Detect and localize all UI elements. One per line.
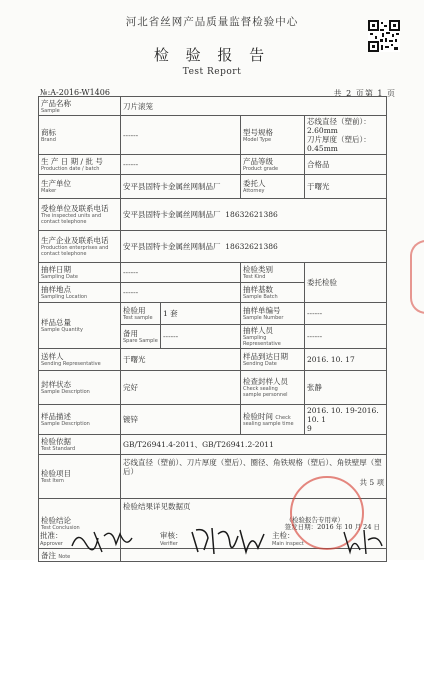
sampling-person-label: 抽样人员 Sampling Representative xyxy=(241,325,305,349)
maker-value: 安平县固特卡金属丝网制品厂 xyxy=(121,175,241,199)
test-kind-label: 检验类别 Test Kind xyxy=(241,263,305,283)
seal-state-value: 完好 xyxy=(121,371,241,405)
inspected-unit-label: 受检单位及联系电话 The inspected units and contact telephone xyxy=(39,199,121,231)
attorney-label: 委托人 Attorney xyxy=(241,175,305,199)
sample-quantity-label: 样品总量 Sample Quantity xyxy=(39,303,121,349)
test-item-value: 芯线直径（塑前）、刀片厚度（塑后）、圈径、角铁规格（塑后）、角铁壁厚（塑后） 共 5 项 xyxy=(121,455,387,499)
approver-label: 批准： Approver xyxy=(40,531,63,547)
inspected-unit-value: 安平县固特卡金属丝网制品厂 18632621386 xyxy=(121,199,387,231)
inspector-label: 主检： Main inspect xyxy=(272,531,304,547)
test-sample-value: 1 套 xyxy=(161,303,241,325)
seal-state-label: 封样状态 Sample Description xyxy=(39,371,121,405)
batch-value: ------ xyxy=(121,155,241,175)
production-unit-value: 安平县固特卡金属丝网制品厂 18632621386 xyxy=(121,231,387,263)
report-title: 检 验 报 告 xyxy=(153,46,271,64)
edge-stamp xyxy=(410,240,424,314)
remark-label: 备注 Note xyxy=(39,549,121,562)
attorney-value: 于曙光 xyxy=(305,175,387,199)
sample-state-value: 镀锌 xyxy=(121,405,241,435)
report-subtitle: Test Report xyxy=(182,67,242,77)
sampling-date-label: 抽样日期 Sampling Date xyxy=(39,263,121,283)
sample-state-label: 样品描述 Sample Description xyxy=(39,405,121,435)
test-time-value: 2016. 10. 19-2016. 10. 1 9 xyxy=(305,405,387,435)
test-time-label: 检验时间 Check sealing sample time xyxy=(241,405,305,435)
brand-label: 商标 Brand xyxy=(39,116,121,155)
verifier-label: 审核： Verifier xyxy=(160,531,183,547)
sampling-location-value: ------ xyxy=(121,283,241,303)
page-info: 共 2 页第 1 页 xyxy=(333,89,396,98)
grade-label: 产品等级 Product grade xyxy=(241,155,305,175)
sending-date-label: 样品到达日期 Sending Date xyxy=(241,349,305,371)
sample-number-value: ------ xyxy=(305,303,387,325)
test-item-count: 共 5 项 xyxy=(359,478,385,487)
sending-rep-label: 送样人 Sending Representative xyxy=(39,349,121,371)
approver-signature xyxy=(68,526,138,556)
inspected-unit-phone: 18632621386 xyxy=(225,210,278,219)
check-person-label: 检查封样人员 Check sealing sample personnel xyxy=(241,371,305,405)
issue-date: 签发日期：2016 年 10 月 24 日 xyxy=(284,523,381,532)
spare-sample-value: ------ xyxy=(161,325,241,349)
test-standard-label: 检验依据 Test Standard xyxy=(39,435,121,455)
model-value: 芯线直径（塑前）：2.60mm 刀片厚度（塑后）：0.45mm xyxy=(305,116,387,155)
test-sample-label: 检验用 Test sample xyxy=(121,303,161,325)
production-unit-label: 生产企业及联系电话 Production enterprises and contact telephone xyxy=(39,231,121,263)
test-item-label: 检验项目 Test Item xyxy=(39,455,121,499)
sending-rep-value: 于曙光 xyxy=(121,349,241,371)
conclusion-label: 检验结论 Test Conclusion xyxy=(39,499,121,549)
production-unit-phone: 18632621386 xyxy=(225,242,278,251)
product-name-label: 产品名称 Sample xyxy=(39,97,121,116)
product-name-value: 刀片滚笼 xyxy=(121,97,387,116)
test-standard-value: GB/T26941.4-2011、GB/T26941.2-2011 xyxy=(121,435,387,455)
spare-sample-label: 备用 Spare Sample xyxy=(121,325,161,349)
model-label: 型号规格 Model Type xyxy=(241,116,305,155)
qr-code-icon xyxy=(368,20,400,52)
issuing-organization: 河北省丝网产品质量监督检验中心 xyxy=(125,16,299,28)
sample-number-label: 抽样单编号 Sample Number xyxy=(241,303,305,325)
sampling-person-value: ------ xyxy=(305,325,387,349)
conclusion-value: 检验结果详见数据页 （检验报告专用章） 签发日期：2016 年 10 月 24 日 xyxy=(121,499,387,549)
sending-date-value: 2016. 10. 17 xyxy=(305,349,387,371)
inspector-signature xyxy=(338,526,388,558)
sampling-location-label: 抽样地点 Sampling Location xyxy=(39,283,121,303)
grade-value: 合格品 xyxy=(305,155,387,175)
batch-label: 生 产 日 期 / 批 号 Production date / batch xyxy=(39,155,121,175)
check-person-value: 张静 xyxy=(305,371,387,405)
maker-label: 生产单位 Maker xyxy=(39,175,121,199)
stamp-caption: （检验报告专用章） xyxy=(285,516,345,524)
sampling-date-value: ------ xyxy=(121,263,241,283)
report-number: №:A-2016-W1406 xyxy=(40,88,110,97)
test-kind-value: 委托检验 xyxy=(305,263,387,303)
verifier-signature xyxy=(188,524,268,558)
brand-value: ------ xyxy=(121,116,241,155)
sample-batch-label: 抽样基数 Sample Batch xyxy=(241,283,305,303)
